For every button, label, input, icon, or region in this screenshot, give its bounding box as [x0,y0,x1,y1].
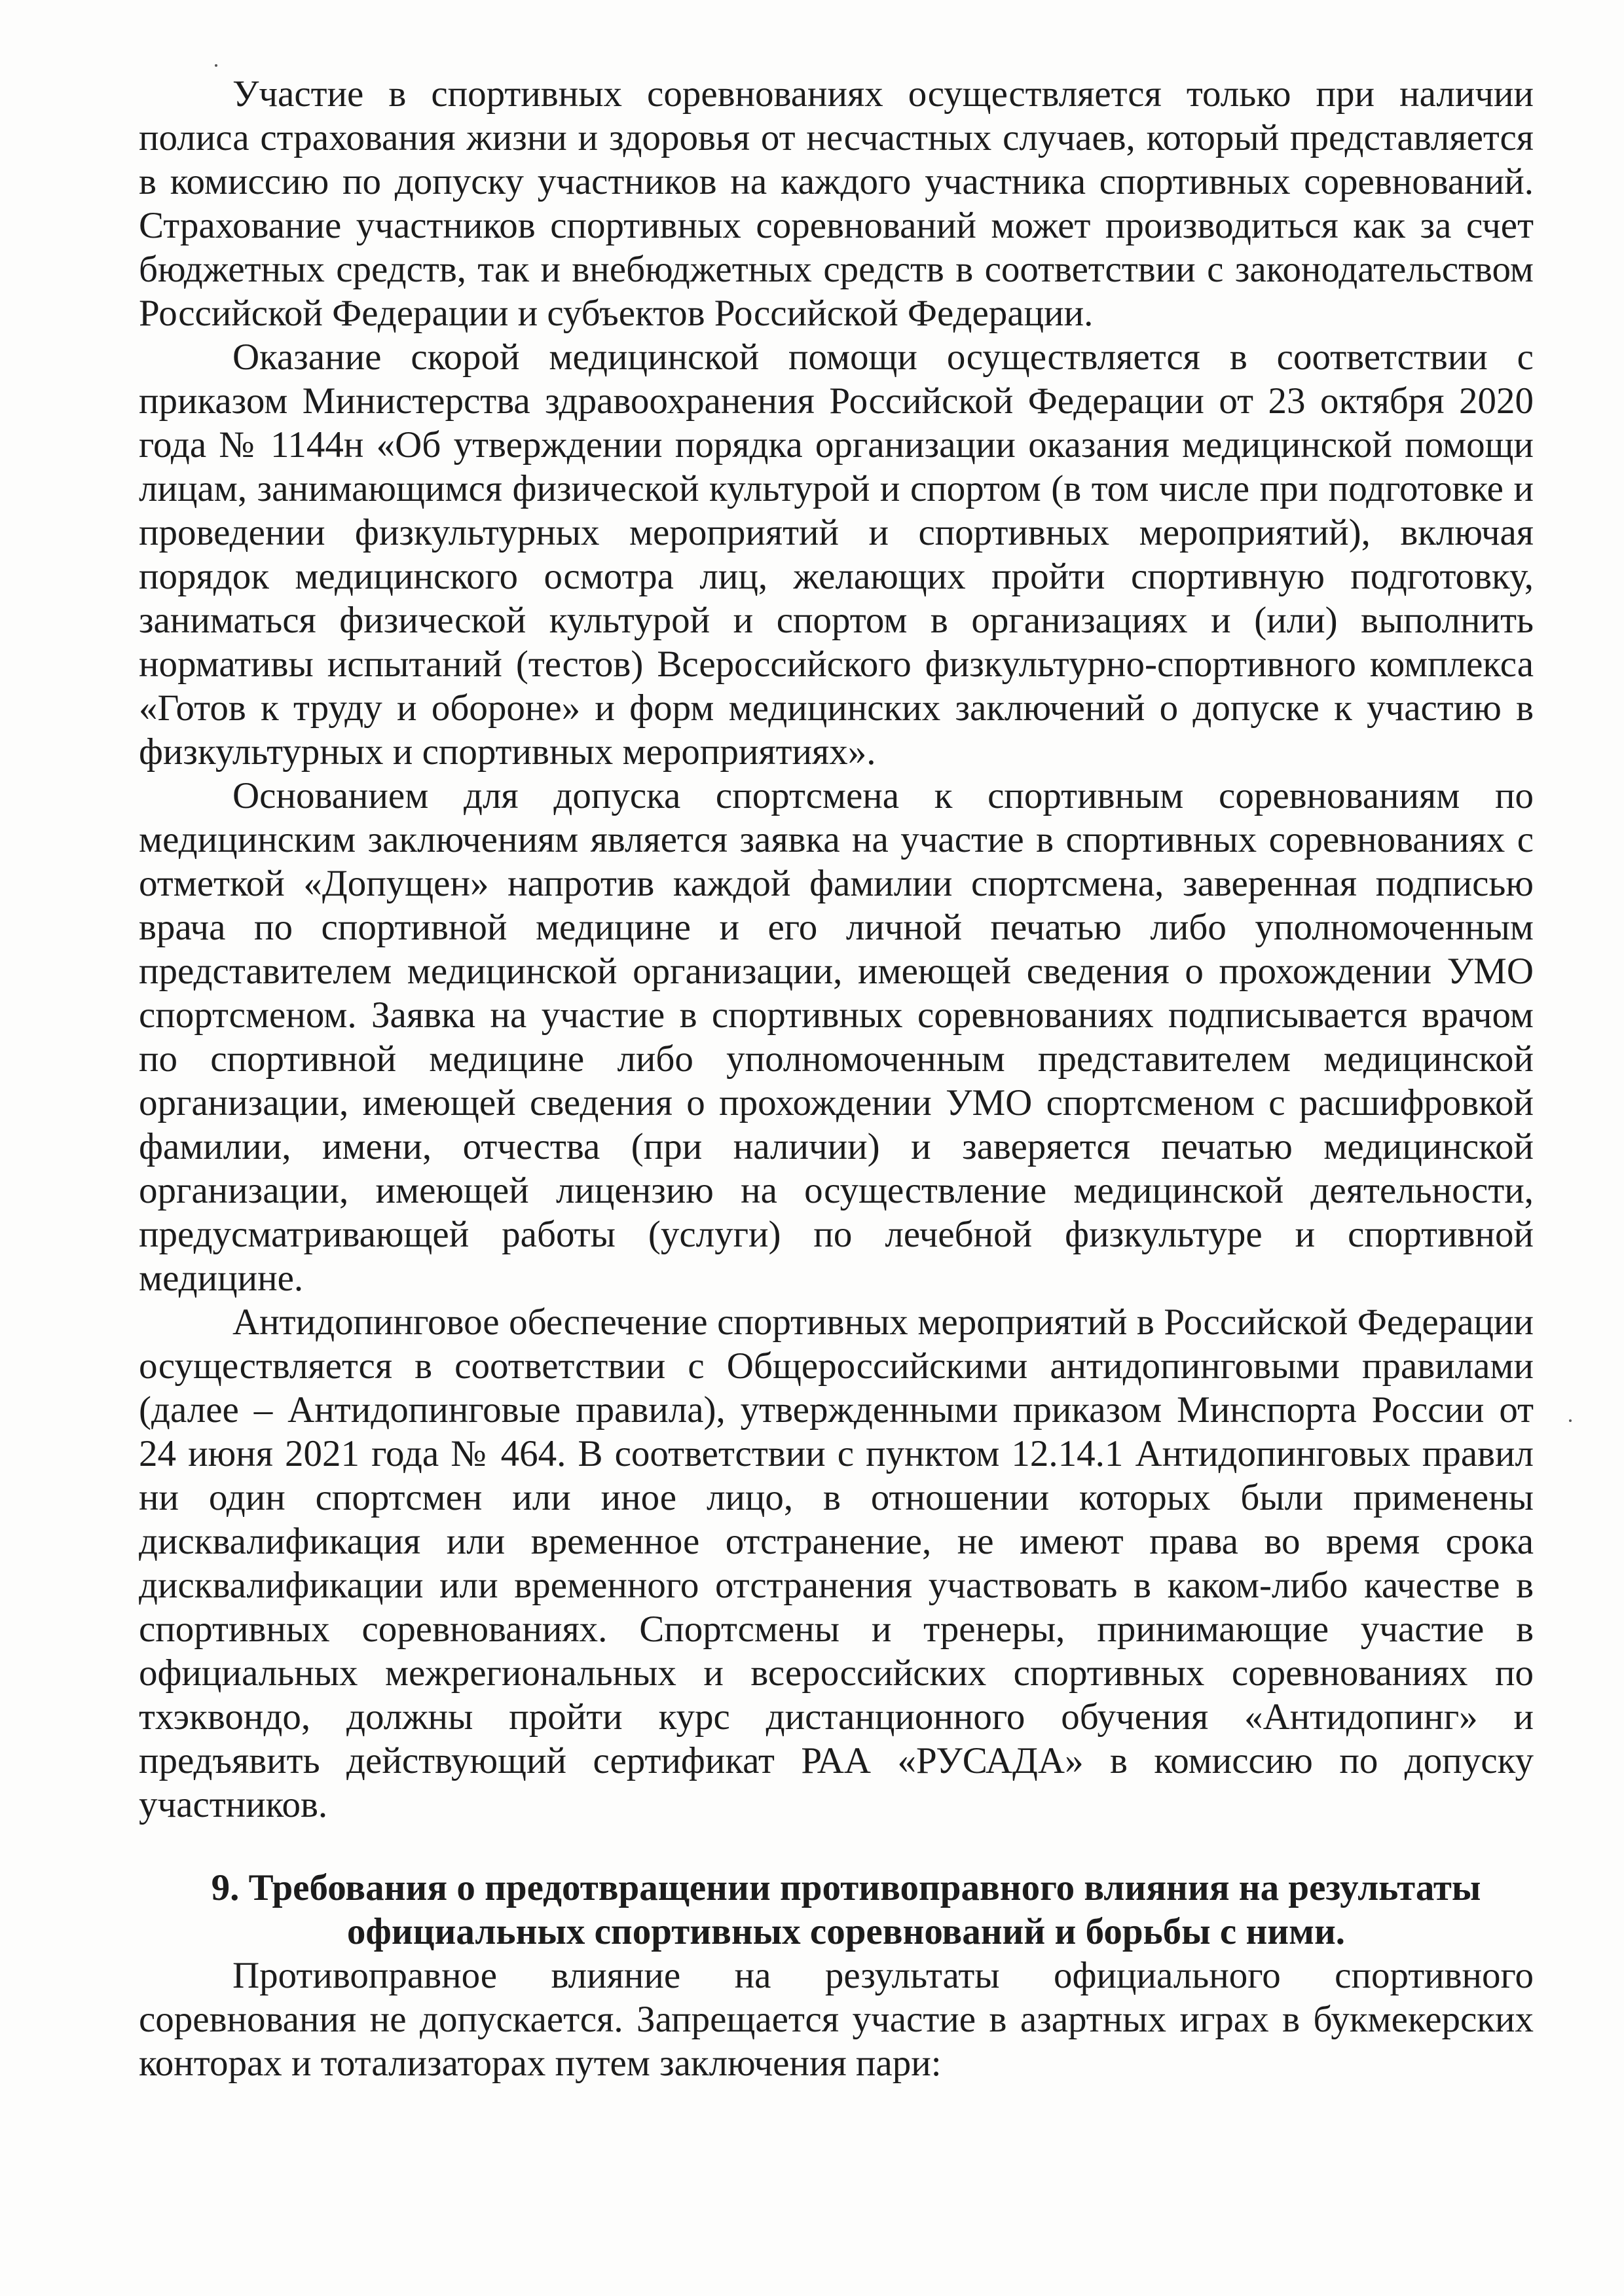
paragraph-admission: Основанием для допуска спортсмена к спортивным соревнованиям по медицинским заключениям является заявка на участие в спортивных соревнованиях с отметкой «Допущен» напротив каждой фамилии спортсмена, заверенная подписью врача по спортивной медицине и его личной печатью либо уполномоченным представителем медицинской организации, имеющей сведения о прохождении УМО спортсменом. Заявка на участие в спортивных соревнованиях подписывается врачом по спортивной медицине либо уполномоченным представителем медицинской организации, имеющей сведения о прохождении УМО спортсменом с расшифровкой фамилии, имени, отчества (при наличии) и заверяется печатью медицинской организации, имеющей лицензию на осуществление медицинской деятельности, предусматривающей работы (услуги) по лечебной физкультуре и спортивной медицине. [139,775,1534,1299]
section-heading-line-1: 9. Требования о предотвращении противоправного влияния на результаты [211,1867,1481,1908]
document-body [139,72,1534,2085]
scan-speck [215,64,217,67]
scan-speck [1569,1419,1572,1422]
section-heading [139,1866,1534,1954]
paragraph-closing: Противоправное влияние на результаты официального спортивного соревнования не допускается. Запрещается участие в азартных играх в букмекерских конторах и тотализаторах путем заключения пари: [139,1955,1534,2084]
paragraph-antidoping: Антидопинговое обеспечение спортивных мероприятий в Российской Федерации осуществляется в соответствии с Общероссийскими антидопинговыми правилами (далее – Антидопинговые правила), утвержденными приказом Минспорта России от 24 июня 2021 года № 464. В соответствии с пунктом 12.14.1 Антидопинговых правил ни один спортсмен или иное лицо, в отношении которых были применены дисквалификация или временное отстранение, не имеют права во время срока дисквалификации или временного отстранения участвовать в каком-либо качестве в спортивных соревнованиях. Спортсмены и тренеры, принимающие участие в официальных межрегиональных и всероссийских спортивных соревнованиях по тхэквондо, должны пройти курс дистанционного обучения «Антидопинг» и предъявить действующий сертификат РАА «РУСАДА» в комиссию по допуску участников. [139,1302,1534,1825]
paragraph-insurance: Участие в спортивных соревнованиях осуществляется только при наличии полиса страхования жизни и здоровья от несчастных случаев, который представляется в комиссию по допуску участников на каждого участника спортивных соревнований. Страхование участников спортивных соревнований может производиться как за счет бюджетных средств, так и внебюджетных средств в соответствии с законодательством Российской Федерации и субъектов Российской Федерации. [139,73,1534,334]
paragraph-medical-aid: Оказание скорой медицинской помощи осуществляется в соответствии с приказом Министерства здравоохранения Российской Федерации от 23 октября 2020 года № 1144н «Об утверждении порядка организации оказания медицинской помощи лицам, занимающимся физической культурой и спортом (в том числе при подготовке и проведении физкультурных мероприятий и спортивных мероприятий), включая порядок медицинского осмотра лиц, желающих пройти спортивную подготовку, заниматься физической культурой и спортом в организациях и (или) выполнить нормативы испытаний (тестов) Всероссийского физкультурно-спортивного комплекса «Готов к труду и обороне» и форм медицинских заключений о допуске к участию в физкультурных и спортивных мероприятиях». [139,337,1534,773]
section-heading-line-2: официальных спортивных соревнований и борьбы с ними. [346,1911,1346,1952]
